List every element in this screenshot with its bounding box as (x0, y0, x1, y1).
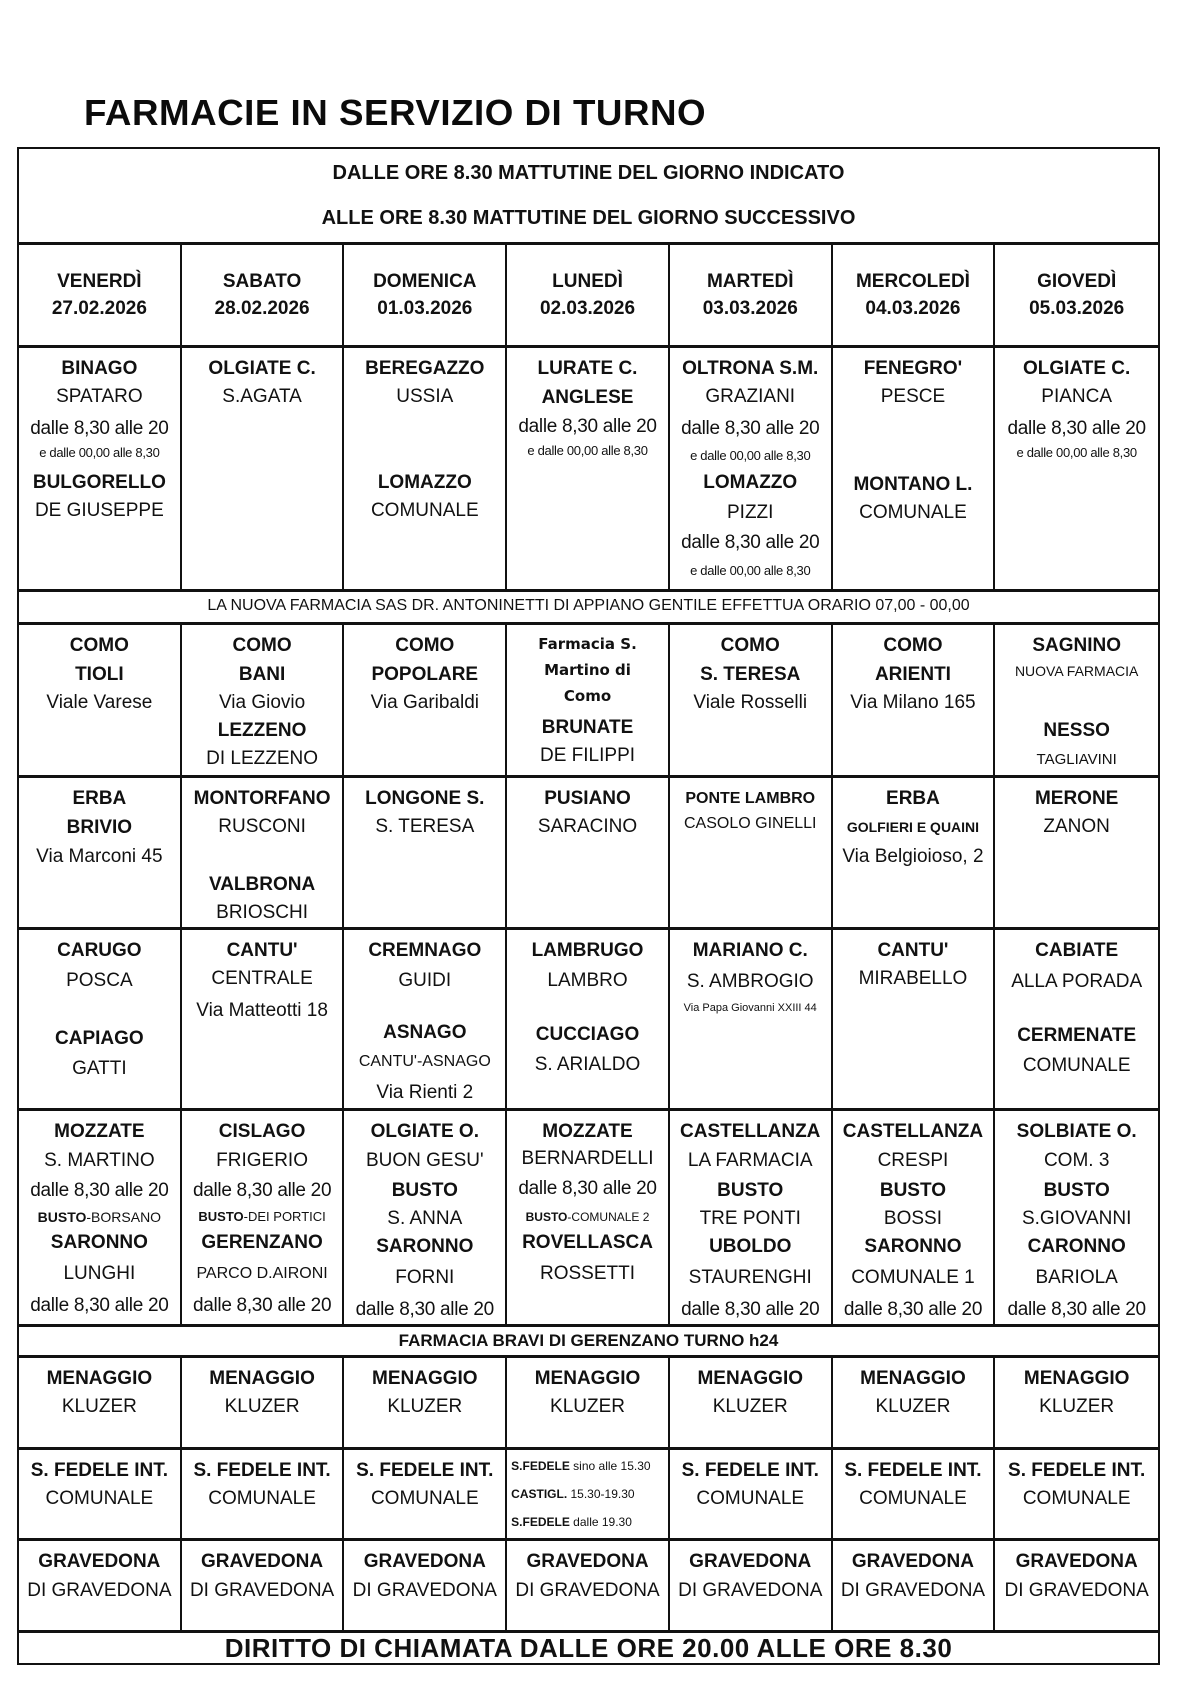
pharmacy-cell (833, 778, 996, 927)
section-8-row (19, 1541, 1158, 1633)
town: BINAGO (61, 358, 138, 379)
busto-town: BUSTO (525, 1210, 568, 1224)
town: ERBA (72, 788, 127, 809)
pharmacy-cell (19, 625, 182, 775)
day-date: 04.03.2026 (865, 298, 961, 319)
pharmacy-name: S. AMBROGIO (686, 971, 814, 992)
town: CABIATE (1035, 940, 1119, 961)
pharmacy-cell (995, 778, 1158, 927)
pharmacy-name: PIZZI (727, 502, 774, 523)
pharmacy-cell (507, 1111, 670, 1324)
pharmacy-cell (344, 1541, 507, 1630)
pharmacy-name: DI GRAVEDONA (840, 1580, 986, 1601)
pharmacy-name: S. ARIALDO (534, 1054, 641, 1075)
town: ROVELLASCA (522, 1232, 653, 1253)
pharmacy-name: DI GRAVEDONA (189, 1580, 335, 1601)
service-hours-header (19, 149, 1158, 245)
pharmacy-cell (670, 930, 833, 1108)
pharmacy-cell (995, 1358, 1158, 1447)
town: SARONNO (50, 1232, 148, 1253)
town: CREMNAGO (368, 940, 482, 961)
pharmacy-name: RUSCONI (218, 816, 306, 837)
pharmacy-name: COMUNALE (370, 500, 479, 521)
town: CANTU' (877, 940, 949, 961)
pharmacy-cell (833, 348, 996, 589)
busto-town: BUSTO (198, 1209, 244, 1224)
hours: dalle 8,30 alle 20 (192, 1295, 332, 1316)
pharmacy-name: GUIDI (398, 970, 452, 991)
town: GRAVEDONA (851, 1551, 974, 1572)
town: MENAGGIO (697, 1368, 804, 1389)
town: MENAGGIO (209, 1368, 315, 1389)
pharmacy-name: S.GIOVANNI (1021, 1208, 1132, 1229)
busto-town: BUSTO (37, 1209, 87, 1225)
pharmacy-cell (670, 1358, 833, 1447)
hours: dalle 8,30 alle 20 (30, 1295, 169, 1316)
pharmacy-cell (19, 1358, 182, 1447)
day-name: DOMENICA (373, 271, 477, 292)
town: MOZZATE (54, 1121, 145, 1142)
town: CARONNO (1027, 1236, 1126, 1257)
day-date: 27.02.2026 (51, 298, 147, 319)
town: BUSTO (1043, 1180, 1110, 1201)
pharmacy-name: COMUNALE 1 (851, 1267, 975, 1288)
pharmacy-cell (995, 1541, 1158, 1630)
town: COMO (720, 635, 780, 656)
section-6-row (19, 1358, 1158, 1450)
town: COMO (69, 635, 129, 656)
pharmacy-name: PIANCA (1041, 386, 1113, 407)
day-date: 28.02.2026 (214, 298, 310, 319)
town: VALBRONA (208, 874, 316, 895)
pharmacy-name: TRE PONTI (699, 1208, 801, 1229)
town: GRAVEDONA (1015, 1551, 1138, 1572)
schedule-line (507, 1452, 668, 1480)
town: PONTE LAMBRO (685, 790, 816, 807)
town: SOLBIATE O. (1016, 1121, 1137, 1142)
pharmacy-name: COMUNALE (1022, 1055, 1131, 1076)
time-range: sino alle 15.30 (569, 1459, 651, 1473)
busto-name: -COMUNALE 2 (567, 1210, 650, 1224)
town: MONTORFANO (193, 788, 331, 809)
hours: dalle 8,30 alle 20 (1007, 418, 1146, 439)
hours: dalle 8,30 alle 20 (1007, 1299, 1146, 1320)
pharmacy-cell (19, 930, 182, 1108)
address: Via Matteotti 18 (196, 1000, 328, 1021)
pharmacy-name: DI GRAVEDONA (27, 1580, 172, 1601)
section-7-row (19, 1450, 1158, 1541)
town: OLGIATE O. (370, 1121, 479, 1142)
hours: dalle 8,30 alle 20 (355, 1299, 494, 1320)
pharmacy-name: COMUNALE (45, 1488, 154, 1509)
town: GRAVEDONA (363, 1551, 486, 1572)
town: GRAVEDONA (526, 1551, 649, 1572)
hours: dalle 8,30 alle 20 (843, 1299, 983, 1320)
town: CASTELLANZA (680, 1121, 821, 1142)
town: SARONNO (376, 1236, 474, 1257)
town: CUCCIAGO (535, 1024, 640, 1045)
pharmacy-cell (670, 1541, 833, 1630)
town: BEREGAZZO (365, 358, 485, 379)
busto-name: -BORSANO (86, 1209, 162, 1225)
pharmacy-name: DE FILIPPI (540, 745, 636, 766)
pharmacy-name: CASOLO GINELLI (683, 815, 817, 832)
address: Via Belgioioso, 2 (842, 846, 984, 867)
town: OLGIATE C. (1023, 358, 1131, 379)
day-header (833, 245, 996, 345)
town: MERONE (1034, 788, 1119, 809)
pharmacy-cell (833, 1111, 996, 1324)
address: Viale Rosselli (693, 692, 808, 713)
town: MOZZATE (542, 1121, 633, 1142)
day-header (670, 245, 833, 345)
day-name: SABATO (222, 271, 302, 292)
town: NESSO (1043, 720, 1110, 741)
pharmacy-cell (182, 1541, 345, 1630)
night-hours: e dalle 00,00 alle 8,30 (690, 563, 811, 578)
pharmacy-name: ANGLESE (541, 387, 634, 408)
town: PUSIANO (544, 788, 631, 809)
town: MENAGGIO (372, 1368, 478, 1389)
town: GRAVEDONA (38, 1551, 161, 1572)
pharmacy-name: POPOLARE (371, 664, 479, 685)
pharmacy-name: DI LEZZENO (206, 748, 319, 769)
pharmacy-name: DE GIUSEPPE (34, 500, 164, 521)
pharmacy-name: COMUNALE (208, 1488, 316, 1509)
town: CASTIGL. (511, 1487, 568, 1501)
pharmacy-name: PARCO D.AIRONI (196, 1265, 328, 1282)
pharmacy-name: BARIOLA (1035, 1267, 1118, 1288)
pharmacy-name: LAMBRO (547, 970, 628, 991)
pharmacy-name: BOSSI (883, 1208, 942, 1229)
pharmacy-cell (182, 625, 345, 775)
hours: dalle 8,30 alle 20 (518, 1178, 657, 1199)
pharmacy-cell (182, 1450, 345, 1538)
pharmacy-cell (182, 1111, 345, 1324)
address: Via Garibaldi (370, 692, 480, 713)
pharmacy-cell (670, 1450, 833, 1538)
busto-name: -DEI PORTICI (243, 1209, 326, 1224)
town: MARIANO C. (692, 940, 808, 961)
town: S. FEDELE INT. (1008, 1460, 1146, 1481)
appiano-notice-banner: LA NUOVA FARMACIA SAS DR. ANTONINETTI DI APPIANO GENTILE EFFETTUA ORARIO 07,00 - 00,00 (19, 592, 1158, 625)
town: LOMAZZO (377, 472, 472, 493)
town: COMO (232, 635, 292, 656)
pharmacy-name: TAGLIAVINI (1036, 751, 1117, 768)
pharmacy-cell (344, 348, 507, 589)
pharmacy-name: POSCA (66, 970, 133, 991)
pharmacy-name: S. ANNA (387, 1208, 463, 1229)
pharmacy-cell (182, 778, 345, 927)
pharmacy-name: KLUZER (1039, 1396, 1115, 1417)
pharmacy-name: CANTU'-ASNAGO (358, 1053, 491, 1070)
section-2-row (19, 625, 1158, 778)
town: OLGIATE C. (208, 358, 316, 379)
pharmacy-cell (507, 930, 670, 1108)
pharmacy-cell (995, 1111, 1158, 1324)
pharmacy-cell (344, 625, 507, 775)
busto-pharmacy (182, 1206, 343, 1228)
pharmacy-cell (19, 1450, 182, 1538)
pharmacy-cell-split-schedule (507, 1450, 670, 1538)
pharmacy-name: ROSSETTI (540, 1263, 636, 1284)
town: S. FEDELE INT. (844, 1460, 982, 1481)
town: ERBA (886, 788, 940, 809)
pharmacy-name: DI GRAVEDONA (1004, 1580, 1149, 1601)
day-date: 02.03.2026 (539, 298, 636, 319)
pharmacy-name: ALLA PORADA (1011, 971, 1143, 992)
pharmacy-cell (833, 1541, 996, 1630)
town: S. FEDELE INT. (356, 1460, 494, 1481)
town: BRUNATE (541, 717, 634, 738)
town: FENEGRO' (863, 358, 963, 379)
section-1-row (19, 348, 1158, 592)
pharmacy-name: KLUZER (387, 1396, 463, 1417)
pharmacy-cell (507, 625, 670, 775)
day-date: 03.03.2026 (702, 298, 798, 319)
pharmacy-name: BUON GESU' (365, 1150, 484, 1171)
town: MENAGGIO (1023, 1368, 1130, 1389)
town: GERENZANO (201, 1232, 323, 1253)
town: SARONNO (864, 1236, 962, 1257)
town: GRAVEDONA (201, 1551, 324, 1572)
night-hours: e dalle 00,00 alle 8,30 (527, 443, 648, 458)
town: SAGNINO (1032, 635, 1121, 656)
hours: dalle 8,30 alle 20 (30, 418, 169, 439)
pharmacy-cell (507, 1541, 670, 1630)
pharmacy-name: USSIA (396, 386, 454, 407)
pharmacy-name: COMUNALE (859, 502, 967, 523)
pharmacy-name: NUOVA FARMACIA (1014, 663, 1139, 679)
town: LEZZENO (217, 720, 307, 741)
town: CARUGO (57, 940, 142, 961)
pharmacy-name: LUNGHI (63, 1263, 136, 1284)
town: S. FEDELE INT. (681, 1460, 819, 1481)
address: Viale Varese (46, 692, 153, 713)
pharmacy-name: BERNARDELLI (521, 1148, 654, 1169)
day-date: 05.03.2026 (1029, 298, 1125, 319)
pharmacy-cell (344, 1358, 507, 1447)
pharmacy-cell (182, 1358, 345, 1447)
town: OLTRONA S.M. (682, 358, 819, 379)
town: CAPIAGO (55, 1028, 144, 1049)
pharmacy-name: KLUZER (224, 1396, 300, 1417)
pharmacy-cell (833, 1450, 996, 1538)
pharmacy-name: CRESPI (877, 1150, 949, 1171)
town: S. FEDELE INT. (193, 1460, 331, 1481)
night-hours: e dalle 00,00 alle 8,30 (39, 445, 160, 460)
hours: dalle 8,30 alle 20 (681, 532, 820, 553)
day-header (344, 245, 507, 345)
pharmacy-cell (670, 778, 833, 927)
address: Via Giovio (218, 692, 306, 713)
pharmacy-cell (995, 625, 1158, 775)
pharmacy-name-line: Como (563, 687, 612, 705)
town: S.FEDELE (511, 1459, 570, 1473)
header-line-1: DALLE ORE 8.30 MATTUTINE DEL GIORNO INDICATO (332, 161, 845, 184)
pharmacy-name: COM. 3 (1043, 1150, 1110, 1171)
pharmacy-cell (507, 348, 670, 589)
pharmacy-name: KLUZER (712, 1396, 788, 1417)
busto-pharmacy (507, 1206, 668, 1228)
pharmacy-cell (995, 930, 1158, 1108)
pharmacy-cell (19, 348, 182, 589)
day-header (19, 245, 182, 345)
pharmacy-name: ZANON (1043, 816, 1110, 837)
pharmacy-name: DI GRAVEDONA (515, 1580, 660, 1601)
town: MENAGGIO (46, 1368, 153, 1389)
hours: dalle 8,30 alle 20 (192, 1180, 332, 1201)
address: Via Milano 165 (850, 692, 976, 713)
pharmacy-name: S. TERESA (375, 816, 475, 837)
schedule-line (507, 1508, 668, 1536)
day-header (507, 245, 670, 345)
pharmacy-cell (833, 625, 996, 775)
days-row (19, 245, 1158, 348)
pharmacy-cell (19, 778, 182, 927)
bravi-h24-banner: FARMACIA BRAVI DI GERENZANO TURNO h24 (19, 1327, 1158, 1358)
pharmacy-name: DI GRAVEDONA (352, 1580, 497, 1601)
pharmacy-cell (344, 778, 507, 927)
address: Via Papa Giovanni XXIII 44 (683, 1002, 817, 1014)
pharmacy-cell (833, 930, 996, 1108)
pharmacy-cell (344, 1450, 507, 1538)
day-date: 01.03.2026 (377, 298, 473, 319)
pharmacy-name: FORNI (395, 1267, 455, 1288)
page-title: FARMACIE IN SERVIZIO DI TURNO (84, 92, 707, 133)
header-line-2: ALLE ORE 8.30 MATTUTINE DEL GIORNO SUCCESSIVO (321, 206, 856, 229)
address: Via Rienti 2 (376, 1082, 474, 1103)
section-5-row (19, 1111, 1158, 1327)
pharmacy-cell (995, 348, 1158, 589)
town: LAMBRUGO (531, 940, 644, 961)
hours: dalle 8,30 alle 20 (681, 418, 820, 439)
town: BUSTO (879, 1180, 947, 1201)
pharmacy-name: MIRABELLO (858, 968, 968, 989)
town: S. FEDELE INT. (30, 1460, 168, 1481)
day-name: MARTEDÌ (706, 271, 794, 292)
day-header (182, 245, 345, 345)
pharmacy-name: BRIVIO (66, 817, 133, 838)
time-range: 15.30-19.30 (567, 1487, 635, 1501)
day-name: GIOVEDÌ (1037, 271, 1117, 292)
town: CERMENATE (1017, 1025, 1137, 1046)
town: ASNAGO (383, 1022, 467, 1043)
pharmacy-name-line: Martino di (544, 661, 631, 679)
pharmacy-cell (19, 1541, 182, 1630)
pharmacy-name: COMUNALE (1022, 1488, 1131, 1509)
pharmacy-name: S. MARTINO (44, 1150, 155, 1171)
section-4-row (19, 930, 1158, 1111)
pharmacy-name-line: Farmacia S. (538, 635, 637, 653)
hours: dalle 8,30 alle 20 (681, 1299, 820, 1320)
pharmacy-cell (670, 1111, 833, 1324)
pharmacy-name: S. TERESA (700, 664, 801, 685)
town: MENAGGIO (860, 1368, 966, 1389)
hours: dalle 8,30 alle 20 (518, 416, 657, 437)
town: LURATE C. (537, 358, 638, 379)
day-name: MERCOLEDÌ (855, 271, 970, 292)
town: LONGONE S. (365, 788, 485, 809)
pharmacy-name: KLUZER (61, 1396, 137, 1417)
pharmacy-name: COMUNALE (696, 1488, 805, 1509)
pharmacy-name: GRAZIANI (705, 386, 796, 407)
pharmacy-cell (995, 1450, 1158, 1538)
night-hours: e dalle 00,00 alle 8,30 (690, 448, 811, 463)
town: COMO (395, 635, 455, 656)
town: COMO (883, 635, 943, 656)
town: BUSTO (717, 1180, 784, 1201)
pharmacy-cell (344, 930, 507, 1108)
town: GRAVEDONA (689, 1551, 812, 1572)
busto-pharmacy (19, 1206, 180, 1228)
pharmacy-cell (344, 1111, 507, 1324)
pharmacy-cell (507, 778, 670, 927)
pharmacy-name: ARIENTI (874, 664, 951, 685)
pharmacy-cell (182, 348, 345, 589)
schedule-line (507, 1480, 668, 1508)
town: BULGORELLO (32, 472, 166, 493)
pharmacy-name: SPATARO (56, 386, 143, 407)
pharmacy-name: KLUZER (550, 1396, 625, 1417)
pharmacy-name: COMUNALE (370, 1488, 479, 1509)
time-range: dalle 19.30 (569, 1515, 632, 1529)
pharmacy-name: STAURENGHI (688, 1267, 812, 1288)
pharmacy-cell (670, 348, 833, 589)
pharmacy-name: CENTRALE (211, 968, 313, 989)
town: MENAGGIO (534, 1368, 641, 1389)
pharmacy-name: LA FARMACIA (687, 1150, 813, 1171)
hours: dalle 8,30 alle 20 (30, 1180, 169, 1201)
pharmacy-name: SARACINO (537, 816, 638, 837)
pharmacy-name: DI GRAVEDONA (678, 1580, 823, 1601)
day-name: LUNEDÌ (552, 271, 623, 292)
pharmacy-cell (19, 1111, 182, 1324)
call-fee-notice: DIRITTO DI CHIAMATA DALLE ORE 20.00 ALLE ORE 8.30 (224, 1633, 953, 1663)
pharmacy-name: BRIOSCHI (216, 902, 308, 923)
section-3-row (19, 778, 1158, 930)
pharmacy-name: TIOLI (75, 664, 124, 685)
address: Via Marconi 45 (36, 846, 163, 867)
town: UBOLDO (709, 1236, 792, 1257)
town: LOMAZZO (703, 472, 798, 493)
day-name: VENERDÌ (57, 271, 142, 292)
pharmacy-name: COMUNALE (859, 1488, 967, 1509)
night-hours: e dalle 00,00 alle 8,30 (1016, 445, 1137, 460)
pharmacy-name: GATTI (72, 1058, 127, 1079)
town: CASTELLANZA (842, 1121, 984, 1142)
town: BUSTO (391, 1180, 458, 1201)
pharmacy-cell (670, 625, 833, 775)
town: CISLAGO (218, 1121, 306, 1142)
pharmacy-name: GOLFIERI E QUAINI (846, 819, 980, 835)
pharmacy-name: BANI (238, 664, 286, 685)
pharmacy-name: KLUZER (875, 1396, 951, 1417)
pharmacy-cell (507, 1358, 670, 1447)
town: MONTANO L. (853, 474, 973, 495)
pharmacy-name: PESCE (880, 386, 946, 407)
pharmacy-schedule-table (17, 147, 1160, 1665)
pharmacy-cell (182, 930, 345, 1108)
town: CANTU' (226, 940, 298, 961)
pharmacy-cell (833, 1358, 996, 1447)
day-header (995, 245, 1158, 345)
pharmacy-name: FRIGERIO (216, 1150, 308, 1171)
pharmacy-name: S.AGATA (222, 386, 302, 407)
town: S.FEDELE (511, 1515, 570, 1529)
